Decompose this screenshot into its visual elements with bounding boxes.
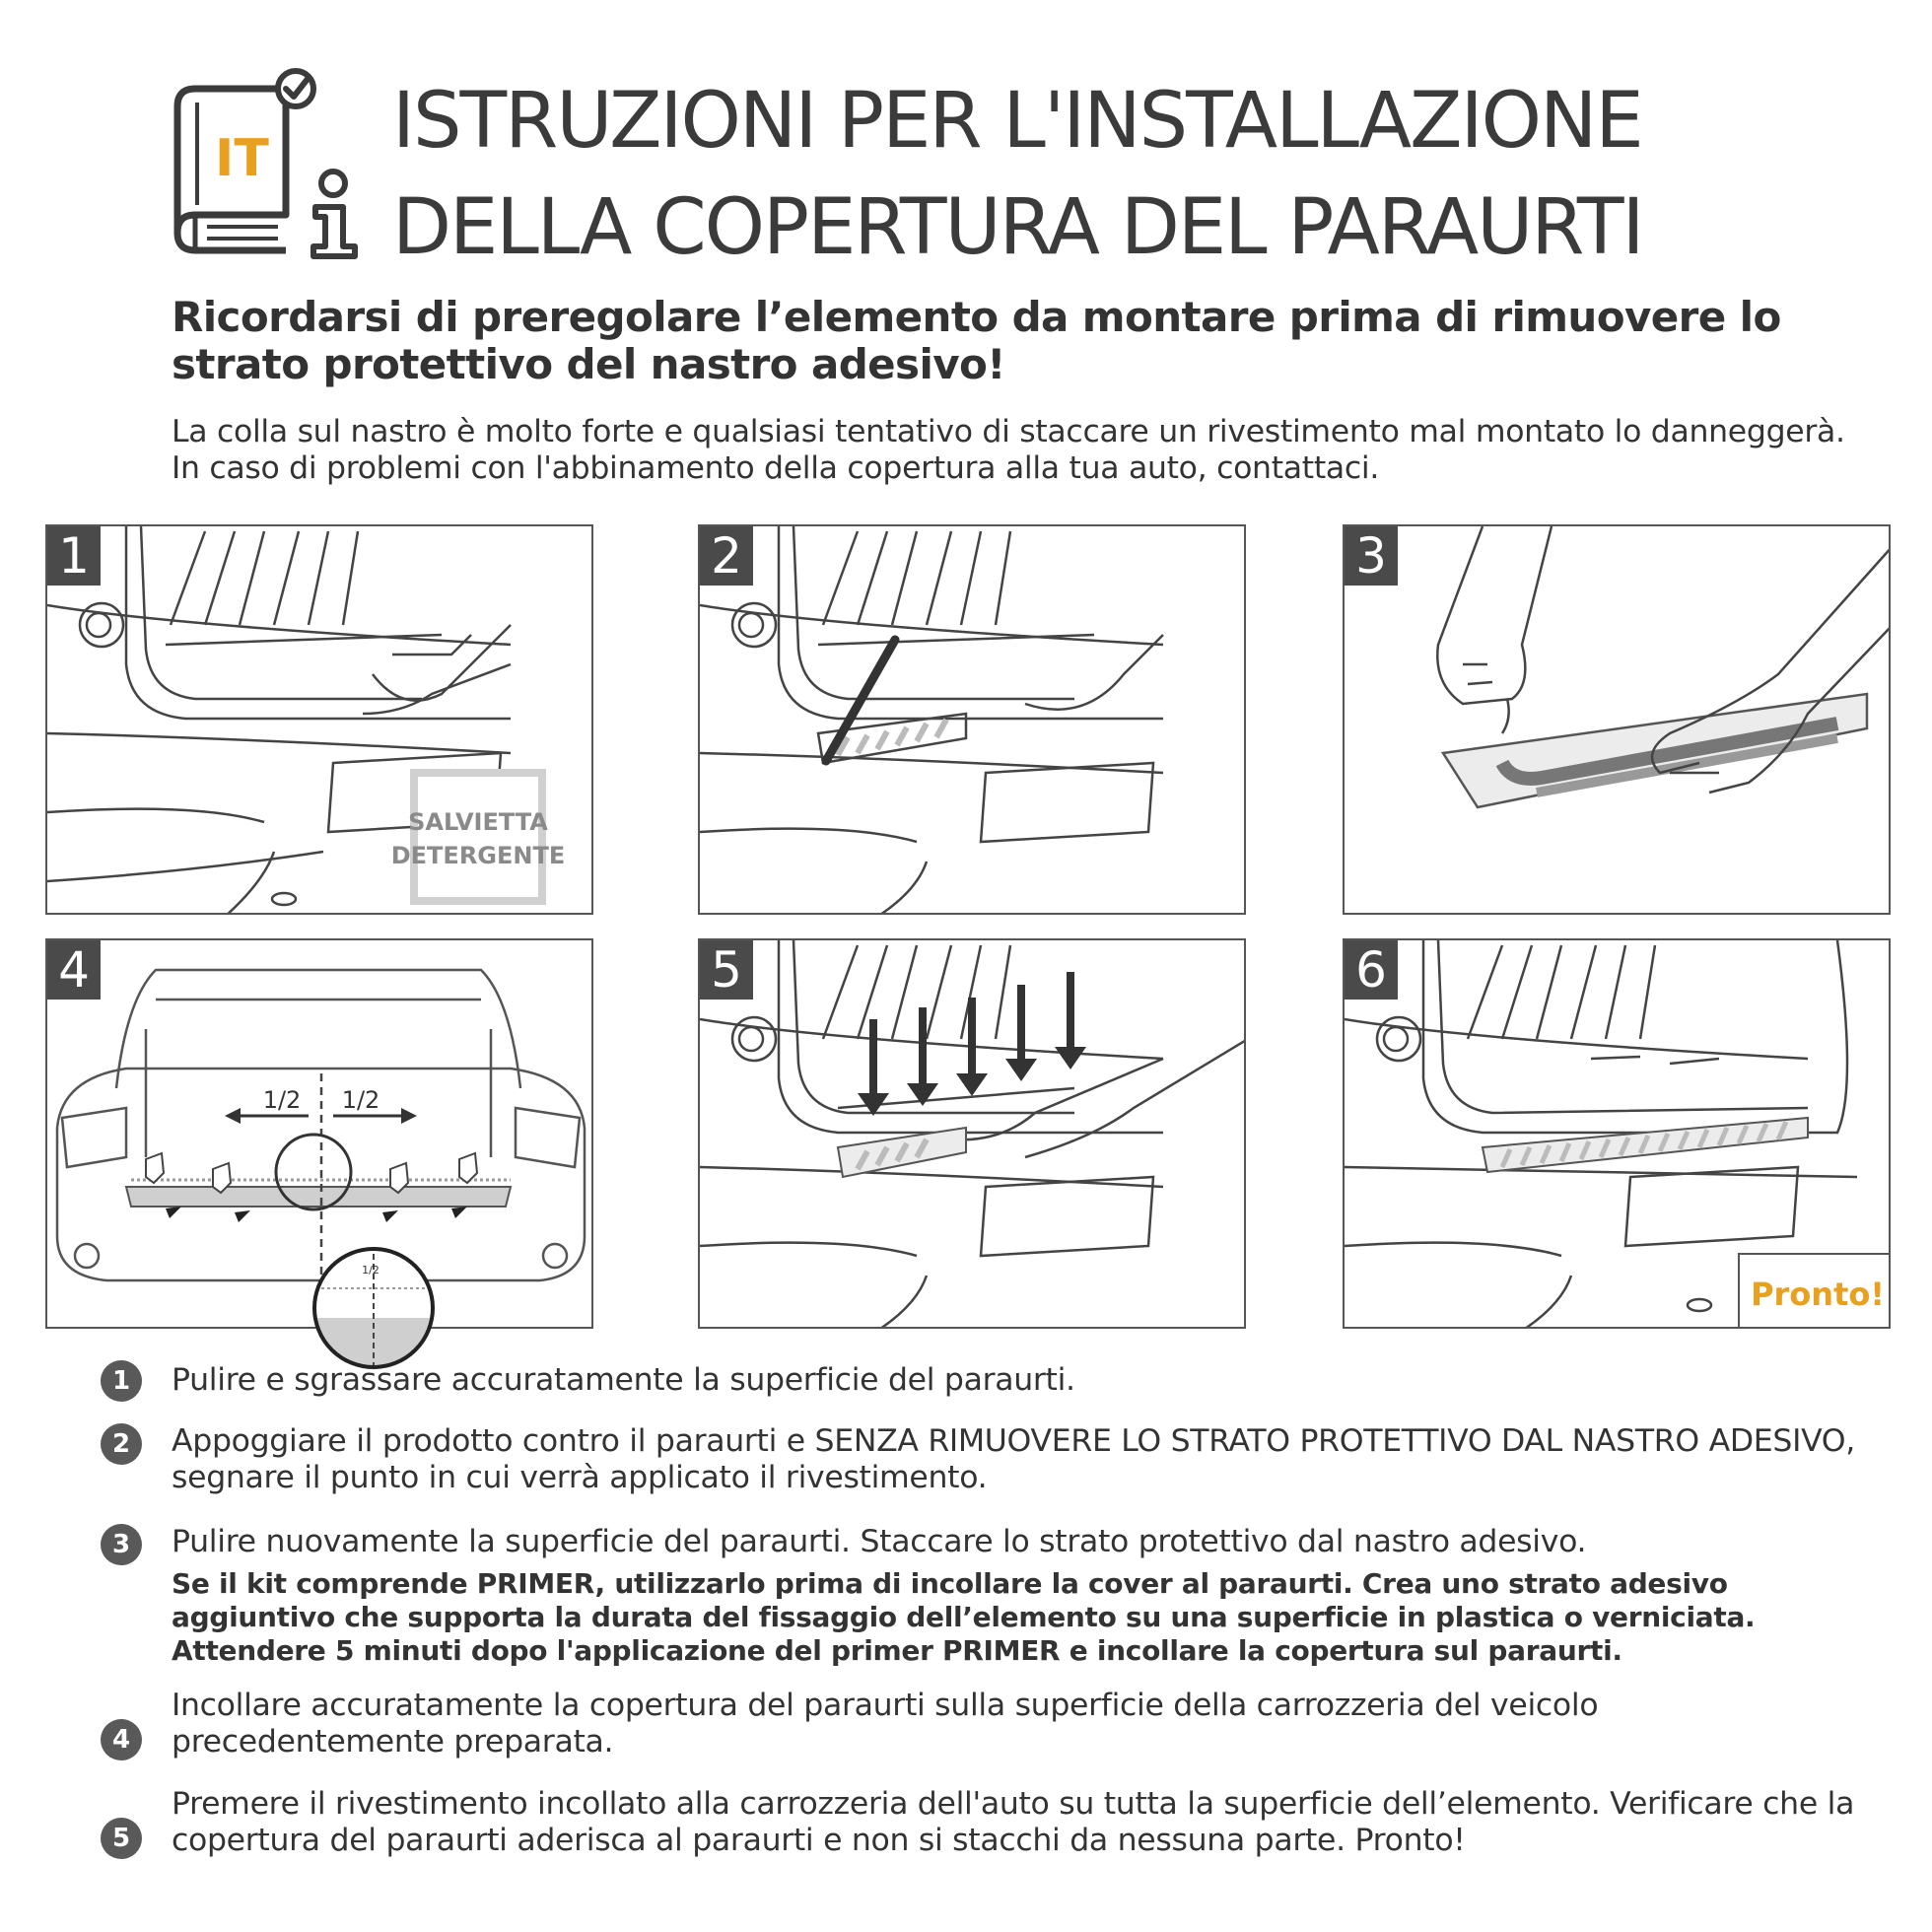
zoom-lens	[310, 1244, 438, 1372]
step-number-4: 4	[101, 1719, 142, 1760]
instruction-panel-5	[698, 938, 1246, 1329]
panel-number: 6	[1345, 940, 1398, 1000]
page-title-line-1: ISTRUZIONI PER L'INSTALLAZIONE	[392, 77, 1642, 166]
instruction-panel-1	[45, 524, 593, 915]
instruction-panel-4	[45, 938, 593, 1329]
intro-text: La colla sul nastro è molto forte e qualsiasi tentativo di staccare un rivestimento mal montato lo danneggerà. In caso di problemi con l'abbinamento della copertura alla tua auto, contattaci.	[172, 414, 1845, 486]
wipe-label-line-2: DETERGENTE	[390, 842, 566, 869]
step-1-text: Pulire e sgrassare accuratamente la superficie del paraurti.	[172, 1362, 1075, 1398]
instruction-panel-6	[1343, 938, 1891, 1329]
car-clean-illustration	[47, 526, 593, 915]
step-number-1: 1	[101, 1360, 142, 1402]
instruction-panel-2	[698, 524, 1246, 915]
step-5-text: Premere il rivestimento incollato alla carrozzeria dell'auto su tutta la superficie dell’elemento. Verificare che la copertura del paraurti aderisca al paraurti e non si stacchi da nessuna parte. Pronto!	[172, 1786, 1855, 1858]
peel-tape-illustration	[1345, 526, 1891, 915]
half-right-label: 1/2	[341, 1086, 380, 1114]
page-title-line-2: DELLA COPERTURA DEL PARAURTI	[392, 183, 1643, 272]
step-number-2: 2	[101, 1423, 142, 1465]
lens-label: 1/2	[362, 1264, 380, 1276]
ready-label: Pronto!	[1751, 1276, 1885, 1313]
half-left-label: 1/2	[262, 1086, 302, 1114]
book-info-icon	[168, 67, 365, 264]
panel-number: 2	[700, 526, 753, 586]
instruction-panel-3	[1343, 524, 1891, 915]
step-number-5: 5	[101, 1818, 142, 1859]
wipe-label-line-1: SALVIETTA	[408, 808, 548, 836]
press-cover-illustration	[700, 940, 1246, 1329]
step-4-text: Incollare accuratamente la copertura del paraurti sulla superficie della carrozzeria del veicolo precedentemente preparata.	[172, 1688, 1599, 1760]
step-2-text: Appoggiare il prodotto contro il paraurti e SENZA RIMUOVERE LO STRATO PROTETTIVO DAL NASTRO ADESIVO, segnare il punto in cui verrà applicato il rivestimento.	[172, 1423, 1855, 1495]
panel-number: 3	[1345, 526, 1398, 586]
step-3-primer-note: Se il kit comprende PRIMER, utilizzarlo prima di incollare la cover al paraurti. Crea uno strato adesivo aggiuntivo che supporta la durata del fissaggio dell’elemento su una superficie in plastica o verniciata. Attendere 5 minuti dopo l'applicazione del primer PRIMER e incollare la copertura sul paraurti.	[172, 1567, 1756, 1667]
panel-number: 5	[700, 940, 753, 1000]
panel-number: 4	[47, 940, 101, 1000]
step-3-text: Pulire nuovamente la superficie del paraurti. Staccare lo strato protettivo dal nastro adesivo.	[172, 1524, 1587, 1559]
info-icon	[313, 172, 355, 256]
finished-car-illustration	[1345, 940, 1891, 1329]
step-number-3: 3	[101, 1524, 142, 1565]
warning-text: Ricordarsi di preregolare l’elemento da montare prima di rimuovere lo strato protettivo del nastro adesivo!	[172, 293, 1781, 388]
car-mark-illustration	[700, 526, 1246, 915]
language-badge: IT	[215, 129, 269, 188]
checkmark-icon	[278, 71, 313, 106]
panel-number: 1	[47, 526, 101, 586]
